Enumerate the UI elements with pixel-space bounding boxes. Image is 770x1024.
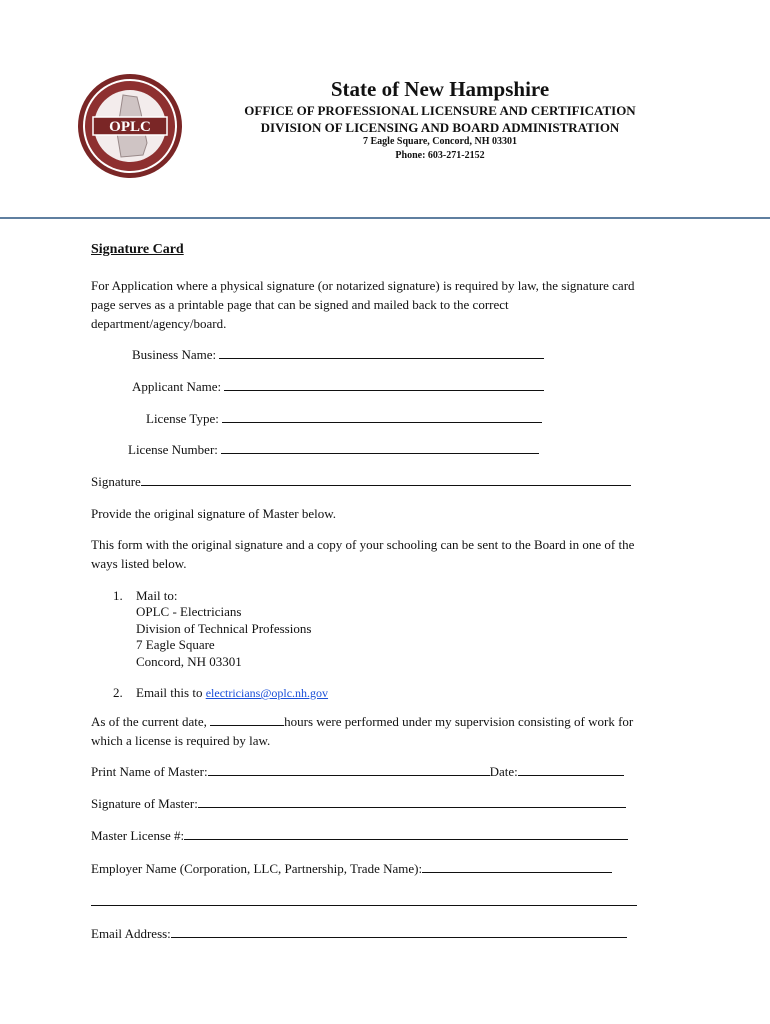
office-phone: Phone: 603-271-2152: [395, 150, 485, 161]
email-label: Email Address:: [91, 926, 171, 941]
print-name-field[interactable]: [208, 764, 490, 776]
date-label: Date:: [489, 764, 518, 779]
list-item-1-label: Mail to:: [136, 588, 178, 603]
list-item-2: [136, 683, 328, 703]
master-signature-field[interactable]: [198, 796, 626, 808]
applicant-name-field[interactable]: [224, 379, 544, 391]
hours-line-1: [91, 712, 633, 731]
form-send-line-1: This form with the original signature and a copy of your schooling can be sent to the Board in one of the: [91, 537, 635, 552]
page-title: State of New Hampshire: [330, 77, 550, 101]
master-signature-row: [91, 794, 626, 813]
logo-text: OPLC: [109, 119, 151, 135]
master-license-label: Master License #:: [91, 828, 185, 843]
hours-suffix: hours were performed under my supervision consisting of work for: [284, 714, 634, 729]
list-item-1-number: 1.: [113, 588, 123, 603]
intro-line-2: page serves as a printable page that can be signed and mailed back to the correct: [91, 297, 509, 312]
email-link[interactable]: electricians@oplc.nh.gov: [205, 686, 329, 700]
master-signature-label: Signature of Master:: [91, 796, 198, 811]
hours-prefix: As of the current date,: [91, 714, 207, 729]
employer-field[interactable]: [422, 861, 612, 873]
hours-field[interactable]: [210, 714, 284, 726]
license-number-field[interactable]: [221, 442, 539, 454]
list-item-2-label: Email this to: [136, 685, 203, 700]
applicant-name-label: Applicant Name:: [132, 379, 222, 394]
master-license-row: [91, 826, 628, 845]
business-name-label: Business Name:: [132, 347, 217, 362]
business-name-row: [132, 345, 544, 364]
print-name-row: [91, 762, 624, 781]
office-name: OFFICE OF PROFESSIONAL LICENSURE AND CERTIFICATION: [244, 103, 636, 118]
mail-address-line-2: Division of Technical Professions: [136, 621, 312, 636]
employer-row: [91, 859, 612, 878]
applicant-name-row: [132, 377, 544, 396]
business-name-field[interactable]: [219, 347, 544, 359]
email-field[interactable]: [171, 926, 627, 938]
license-type-label: License Type:: [146, 411, 219, 426]
section-title: Signature Card: [91, 242, 184, 257]
signature-row: [91, 472, 631, 491]
license-number-label: License Number:: [128, 442, 218, 457]
master-license-field[interactable]: [184, 828, 628, 840]
email-row: [91, 924, 627, 943]
office-address: 7 Eagle Square, Concord, NH 03301: [363, 136, 517, 147]
signature-field[interactable]: [141, 474, 631, 486]
mail-address-line-3: 7 Eagle Square: [136, 637, 215, 652]
form-send-line-2: ways listed below.: [91, 556, 187, 571]
oplc-seal-logo: [77, 73, 183, 179]
employer-continuation-field[interactable]: [91, 894, 637, 906]
date-field[interactable]: [518, 764, 624, 776]
license-type-row: [146, 409, 542, 428]
header-divider: [0, 217, 770, 219]
license-type-field[interactable]: [222, 411, 542, 423]
employer-label: Employer Name (Corporation, LLC, Partnership, Trade Name):: [91, 861, 423, 876]
mail-address-line-4: Concord, NH 03301: [136, 654, 242, 669]
mail-address-line-1: OPLC - Electricians: [136, 604, 242, 619]
original-signature-text: Provide the original signature of Master below.: [91, 506, 337, 521]
list-item-2-number: 2.: [113, 685, 123, 700]
signature-label: Signature: [91, 474, 141, 489]
hours-line-2: which a license is required by law.: [91, 733, 271, 748]
intro-line-1: For Application where a physical signature (or notarized signature) is required by law, the signature card: [91, 278, 635, 293]
print-name-label: Print Name of Master:: [91, 764, 208, 779]
division-name: DIVISION OF LICENSING AND BOARD ADMINISTRATION: [260, 120, 620, 135]
intro-line-3: department/agency/board.: [91, 316, 227, 331]
license-number-row: [128, 440, 539, 459]
